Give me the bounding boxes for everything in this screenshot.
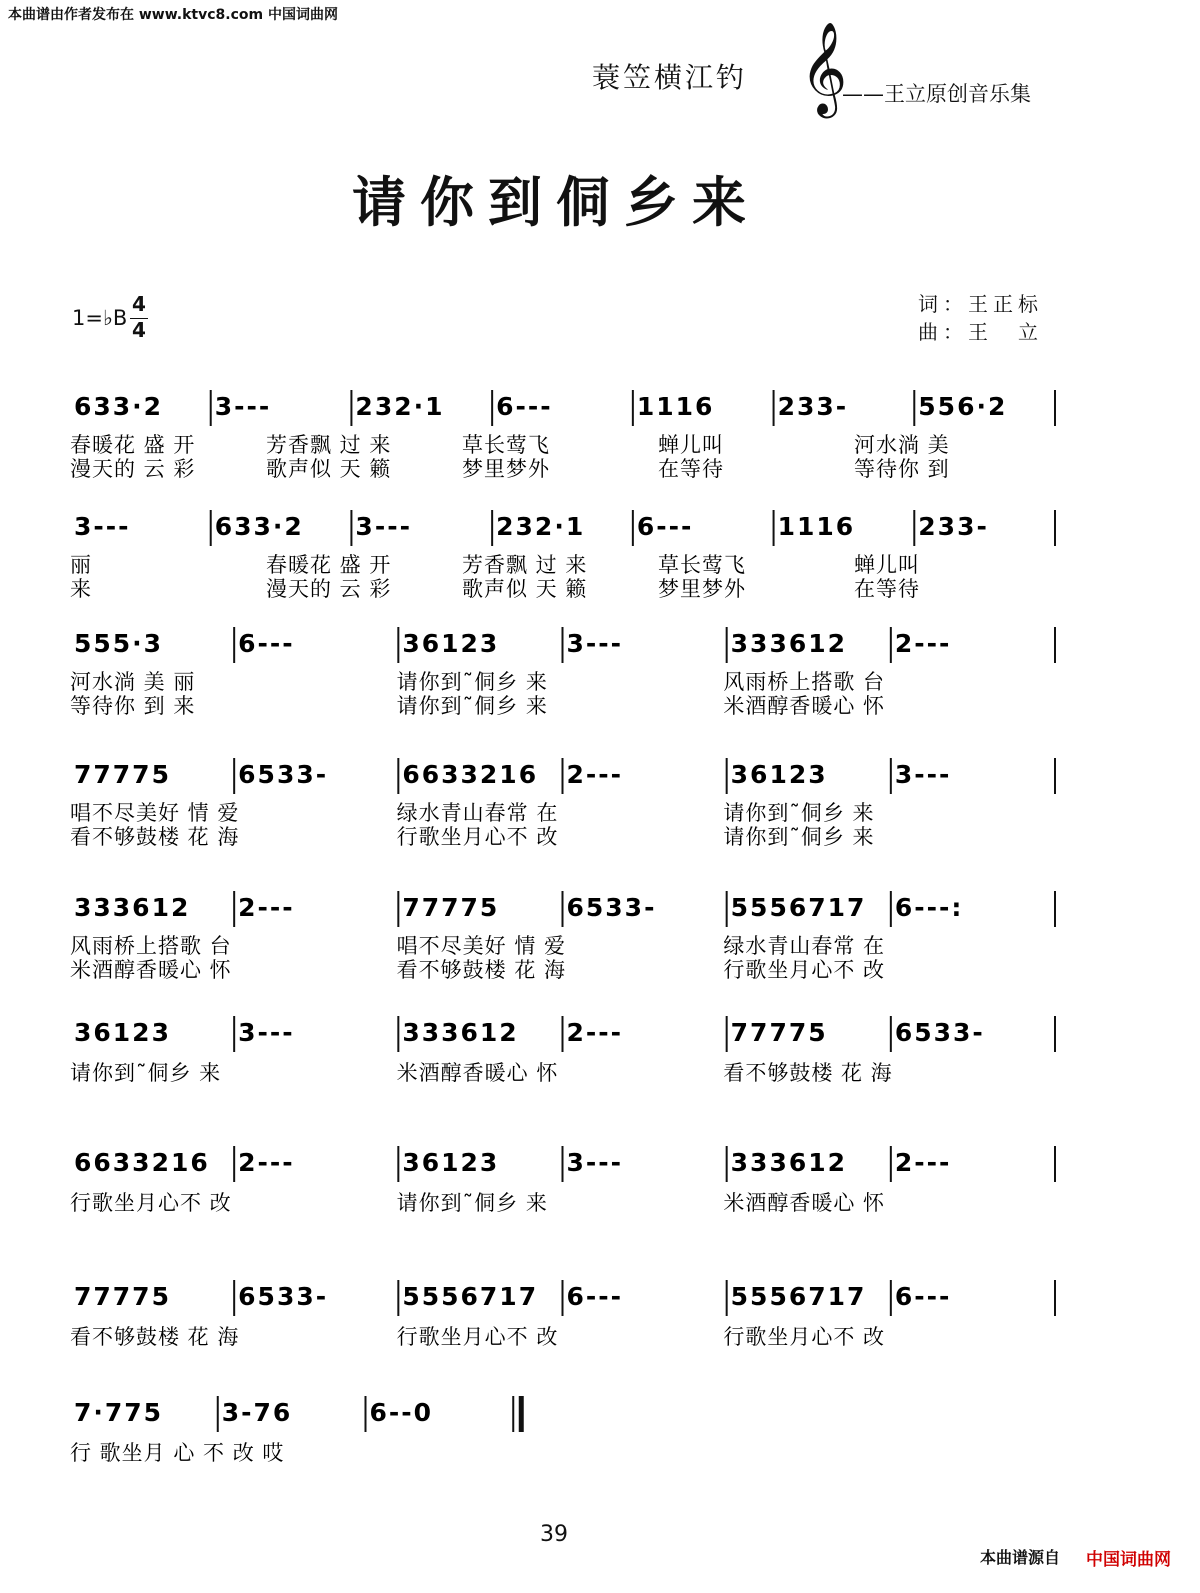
measure-notes: 36123 <box>402 1148 500 1177</box>
measure-notes: 333612 <box>730 629 848 658</box>
measure-notes: 36123 <box>730 760 828 789</box>
measure-notes: 6--0 <box>369 1398 434 1427</box>
measure-notes: 5556717 <box>402 1282 539 1311</box>
lyric-segment: 行歌坐月心不 改 <box>396 825 559 849</box>
measure-notes: 6533- <box>894 1018 985 1047</box>
measure-notes: 6--- <box>894 1282 952 1311</box>
lyric-segment: 漫天的 云 彩 <box>70 457 196 481</box>
measure-notes: 5556717 <box>730 893 867 922</box>
measure-notes: 5556717 <box>730 1282 867 1311</box>
lyric-segment: 行歌坐月心不 改 <box>396 1325 559 1349</box>
lyric-segment: 风雨桥上搭歌 台 <box>70 934 232 958</box>
measure-notes: 3--- <box>214 392 272 421</box>
time-signature-top: 4 <box>132 292 146 316</box>
measure-notes: 6533- <box>238 760 329 789</box>
measure-notes: 3--- <box>566 629 624 658</box>
lyric-segment: 请你到˜侗乡 来 <box>396 670 548 694</box>
lyric-segment: 行歌坐月心不 改 <box>723 958 886 982</box>
lyric-segment: 蝉儿叫 <box>658 433 724 457</box>
lyric-segment: 在等待 <box>854 577 920 601</box>
lyric-segment: 春暖花 盛 开 <box>70 433 196 457</box>
measure-notes: 3--- <box>74 512 131 541</box>
measure-notes: 6633216 <box>74 1148 210 1177</box>
measure-notes: 556·2 <box>918 392 1008 421</box>
lyric-segment: 蝉儿叫 <box>854 553 920 577</box>
lyric-segment: 风雨桥上搭歌 台 <box>723 670 886 694</box>
measure-notes: 2--- <box>566 1018 624 1047</box>
lyric-segment: 来 <box>70 577 92 601</box>
lyric-segment: 春暖花 盛 开 <box>266 553 392 577</box>
lyric-segment: 等待你 到 <box>854 457 950 481</box>
lyric-segment: 行歌坐月心不 改 <box>723 1325 886 1349</box>
lyric-segment: 丽 <box>70 553 92 577</box>
measure-notes: 3--- <box>355 512 412 541</box>
measure-notes: 6--- <box>238 629 295 658</box>
measure-notes: 2--- <box>238 1148 295 1177</box>
measure-notes: 633·2 <box>74 392 164 421</box>
measure-notes: 77775 <box>74 1282 171 1311</box>
lyric-segment: 在等待 <box>658 457 724 481</box>
lyric-segment: 梦里梦外 <box>658 577 746 601</box>
measure-notes: 3--- <box>566 1148 624 1177</box>
lyric-segment: 唱不尽美好 情 爱 <box>396 934 567 958</box>
measure-notes: 7·775 <box>74 1398 164 1427</box>
lyric-segment: 米酒醇香暖心 怀 <box>396 1061 559 1085</box>
page-number: 39 <box>540 1522 568 1547</box>
time-signature-bottom: 4 <box>132 318 146 342</box>
measure-notes: 6633216 <box>402 760 539 789</box>
measure-notes: 6--- <box>636 512 694 541</box>
lyric-segment: 看不够鼓楼 花 海 <box>70 1325 240 1349</box>
measure-notes: 1116 <box>777 512 856 541</box>
source-label: 本曲谱源自 <box>980 1548 1061 1567</box>
song-title: 请你到侗乡来 <box>352 170 760 234</box>
lyric-segment: 绿水青山春常 在 <box>723 934 886 958</box>
lyric-segment: 草长莺飞 <box>658 553 746 577</box>
lyric-segment: 米酒醇香暖心 怀 <box>723 1191 886 1215</box>
measure-notes: 6--- <box>566 1282 624 1311</box>
series-subtitle: ——王立原创音乐集 <box>842 82 1031 106</box>
lyric-segment: 请你到˜侗乡 来 <box>396 1191 548 1215</box>
lyric-segment: 歌声似 天 籁 <box>266 457 392 481</box>
lyric-segment: 绿水青山春常 在 <box>396 801 559 825</box>
lyric-segment: 请你到˜侗乡 来 <box>396 694 548 718</box>
key-signature: 1=♭B <box>72 306 128 330</box>
measure-notes: 36123 <box>402 629 500 658</box>
measure-notes: 6533- <box>238 1282 329 1311</box>
treble-clef-icon: 𝄞 <box>800 21 848 114</box>
lyric-segment: 河水淌 美 <box>854 433 950 457</box>
lyric-segment: 行歌坐月心不 改 <box>70 1191 232 1215</box>
lyric-segment: 请你到˜侗乡 来 <box>723 825 875 849</box>
lyric-segment: 看不够鼓楼 花 海 <box>396 958 567 982</box>
lyric-segment: 歌声似 天 籁 <box>462 577 588 601</box>
measure-notes: 2--- <box>238 893 295 922</box>
lyric-segment: 漫天的 云 彩 <box>266 577 392 601</box>
measure-notes: 555·3 <box>74 629 164 658</box>
lyric-segment: 请你到˜侗乡 来 <box>70 1061 222 1085</box>
measure-notes: 1116 <box>636 392 715 421</box>
measure-notes: 333612 <box>730 1148 848 1177</box>
watermark-top: 本曲谱由作者发布在 www.ktvc8.com 中国词曲网 <box>8 7 338 23</box>
measure-notes: 333612 <box>74 893 191 922</box>
lyric-segment: 芳香飘 过 来 <box>266 433 392 457</box>
measure-notes: 2--- <box>566 760 624 789</box>
lyric-segment: 梦里梦外 <box>462 457 550 481</box>
measure-notes: 77775 <box>74 760 171 789</box>
lyric-segment: 请你到˜侗乡 来 <box>723 801 875 825</box>
composer-credit: 曲：王 立 <box>918 320 1043 344</box>
measure-notes: 6533- <box>566 893 657 922</box>
measure-notes: 3--- <box>894 760 952 789</box>
measure-notes: 232·1 <box>355 392 445 421</box>
measure-notes: 2--- <box>894 1148 952 1177</box>
measure-notes: 233- <box>777 392 849 421</box>
measure-notes: 77775 <box>730 1018 828 1047</box>
series-title: 蓑笠横江钓 <box>592 61 748 94</box>
measure-notes: 233- <box>918 512 989 541</box>
measure-notes: 3--- <box>238 1018 295 1047</box>
measure-notes: 3-76 <box>221 1398 293 1427</box>
lyric-segment: 等待你 到 来 <box>70 694 196 718</box>
measure-notes: 6--- <box>496 392 553 421</box>
measure-notes: 77775 <box>402 893 500 922</box>
lyric-segment: 看不够鼓楼 花 海 <box>723 1061 893 1085</box>
lyric-segment: 米酒醇香暖心 怀 <box>70 958 232 982</box>
lyric-segment: 草长莺飞 <box>462 433 550 457</box>
measure-notes: 2--- <box>894 629 952 658</box>
lyric-segment: 看不够鼓楼 花 海 <box>70 825 240 849</box>
lyricist-credit: 词：王正标 <box>918 292 1043 316</box>
measure-notes: 36123 <box>74 1018 171 1047</box>
measure-notes: 232·1 <box>496 512 586 541</box>
measure-notes: 333612 <box>402 1018 519 1047</box>
lyric-segment: 行 歌坐月 心 不 改 哎 <box>70 1441 285 1465</box>
measure-notes: 633·2 <box>214 512 304 541</box>
lyric-segment: 米酒醇香暖心 怀 <box>723 694 886 718</box>
measure-notes: 6---: <box>894 893 964 922</box>
source-site: 中国词曲网 <box>1086 1550 1171 1570</box>
lyric-segment: 河水淌 美 丽 <box>70 670 196 694</box>
lyric-segment: 唱不尽美好 情 爱 <box>70 801 240 825</box>
lyric-segment: 芳香飘 过 来 <box>462 553 588 577</box>
